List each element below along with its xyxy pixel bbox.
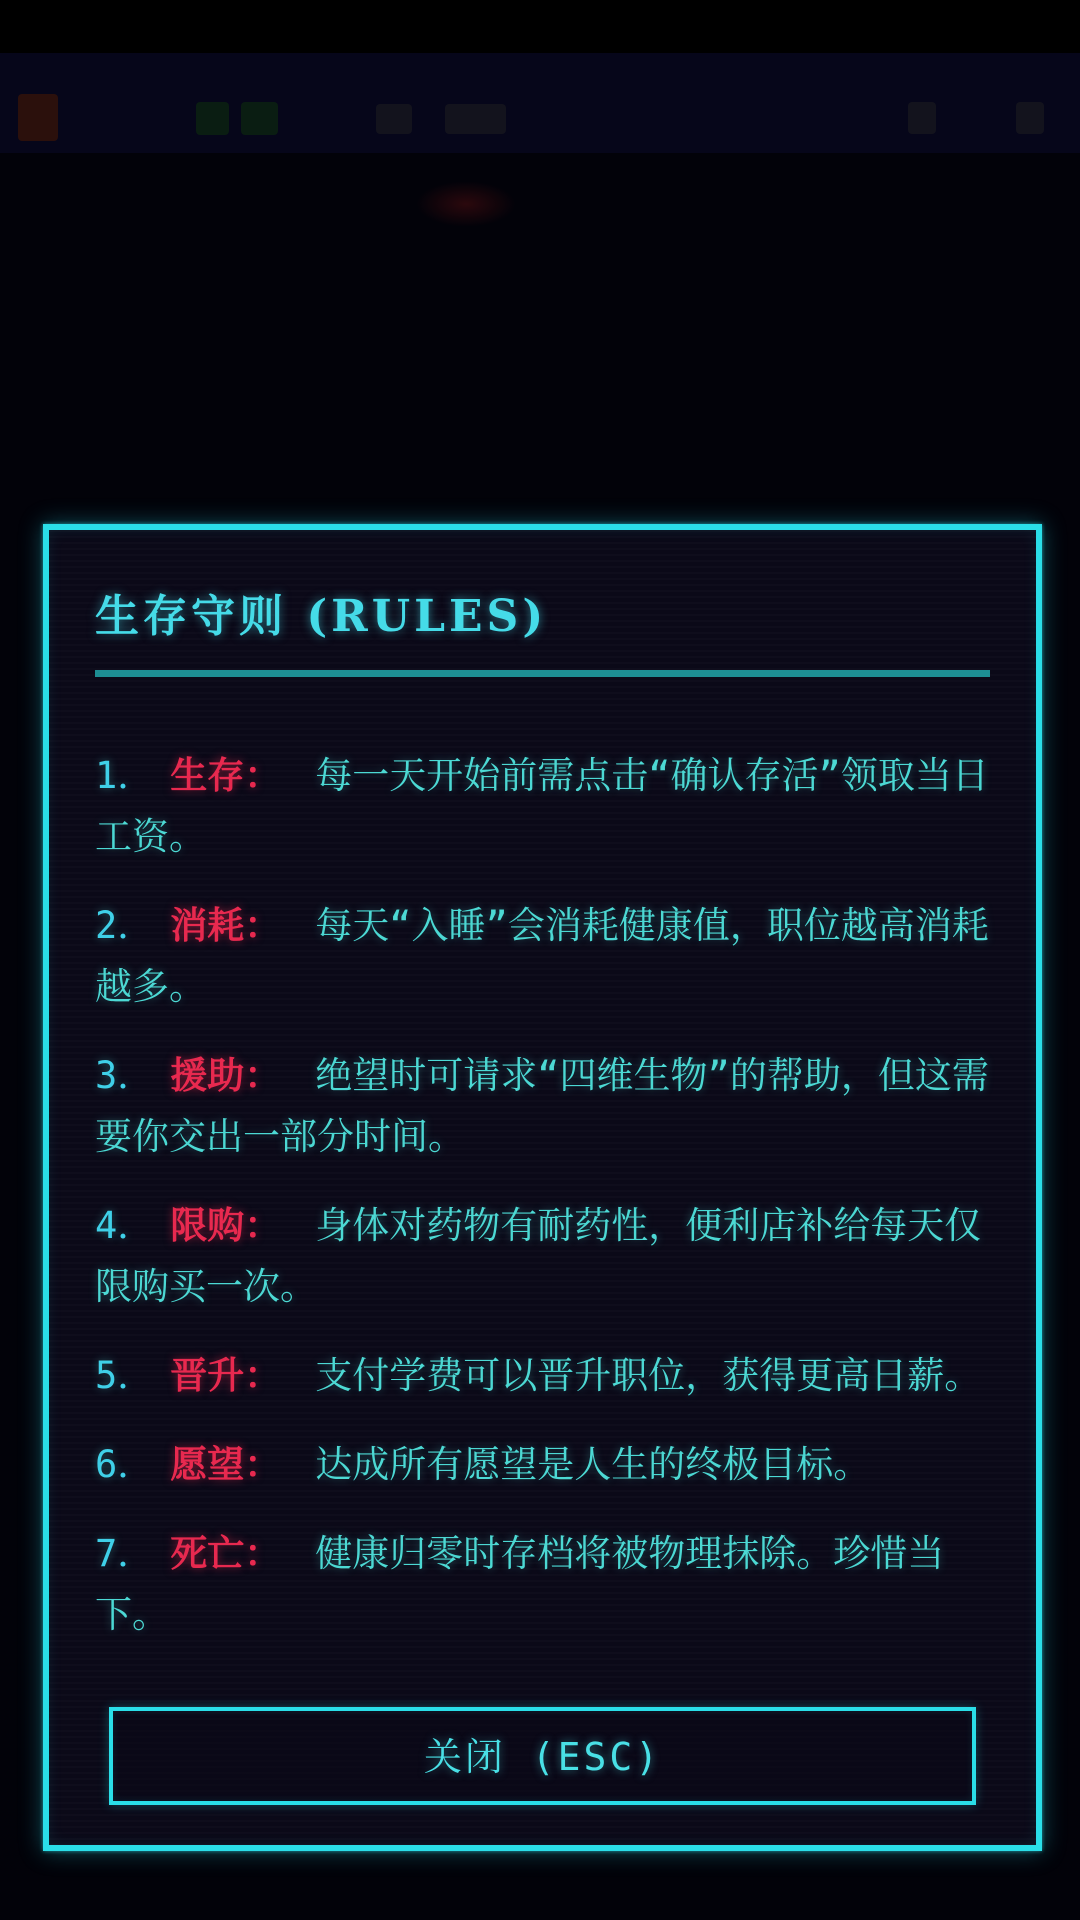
dim-red-glow bbox=[416, 181, 516, 227]
rule-text: 绝望时可请求“四维生物”的帮助，但这需要你交出一部分时间。 bbox=[95, 1054, 989, 1158]
rule-keyword: 限购： bbox=[170, 1204, 282, 1247]
dim-avatar-icon bbox=[18, 94, 58, 141]
rule-text: 支付学费可以晋升职位，获得更高日薪。 bbox=[315, 1354, 982, 1397]
rule-item bbox=[95, 1434, 990, 1495]
rules-list bbox=[95, 745, 990, 1645]
rules-modal bbox=[43, 524, 1042, 1851]
dimmed-top-bar bbox=[0, 53, 1080, 153]
rule-keyword: 消耗： bbox=[170, 904, 282, 947]
dim-stat-icon bbox=[196, 102, 229, 135]
rule-keyword: 死亡： bbox=[170, 1532, 282, 1575]
close-button[interactable]: 关闭 (ESC) bbox=[109, 1707, 976, 1805]
dim-stat-icon bbox=[445, 104, 506, 134]
rule-keyword: 援助： bbox=[170, 1054, 282, 1097]
dim-menu-icon bbox=[908, 102, 936, 134]
rule-text: 健康归零时存档将被物理抹除。珍惜当下。 bbox=[95, 1532, 945, 1636]
rule-item bbox=[95, 1195, 990, 1317]
rule-number: 7． bbox=[95, 1532, 155, 1575]
rule-number: 5． bbox=[95, 1354, 155, 1397]
rule-item bbox=[95, 1045, 990, 1167]
rule-item bbox=[95, 1345, 990, 1406]
rule-text: 每一天开始前需点击“确认存活”领取当日工资。 bbox=[95, 754, 989, 858]
rule-item bbox=[95, 745, 990, 867]
rule-item bbox=[95, 895, 990, 1017]
dim-stat-icon bbox=[376, 104, 412, 134]
rule-item bbox=[95, 1523, 990, 1645]
rule-number: 6． bbox=[95, 1443, 155, 1486]
rule-keyword: 愿望： bbox=[170, 1443, 282, 1486]
modal-title: 生存守则 (RULES) bbox=[95, 580, 990, 677]
rule-text: 每天“入睡”会消耗健康值，职位越高消耗越多。 bbox=[95, 904, 989, 1008]
rule-number: 1． bbox=[95, 754, 155, 797]
rule-number: 3． bbox=[95, 1054, 155, 1097]
rule-keyword: 晋升： bbox=[170, 1354, 282, 1397]
rule-number: 4． bbox=[95, 1204, 155, 1247]
dim-menu-icon bbox=[1016, 102, 1044, 134]
rule-text: 达成所有愿望是人生的终极目标。 bbox=[315, 1443, 871, 1486]
rule-text: 身体对药物有耐药性，便利店补给每天仅限购买一次。 bbox=[95, 1204, 982, 1308]
dim-stat-icon bbox=[241, 102, 278, 135]
rule-keyword: 生存： bbox=[170, 754, 282, 797]
rule-number: 2． bbox=[95, 904, 155, 947]
